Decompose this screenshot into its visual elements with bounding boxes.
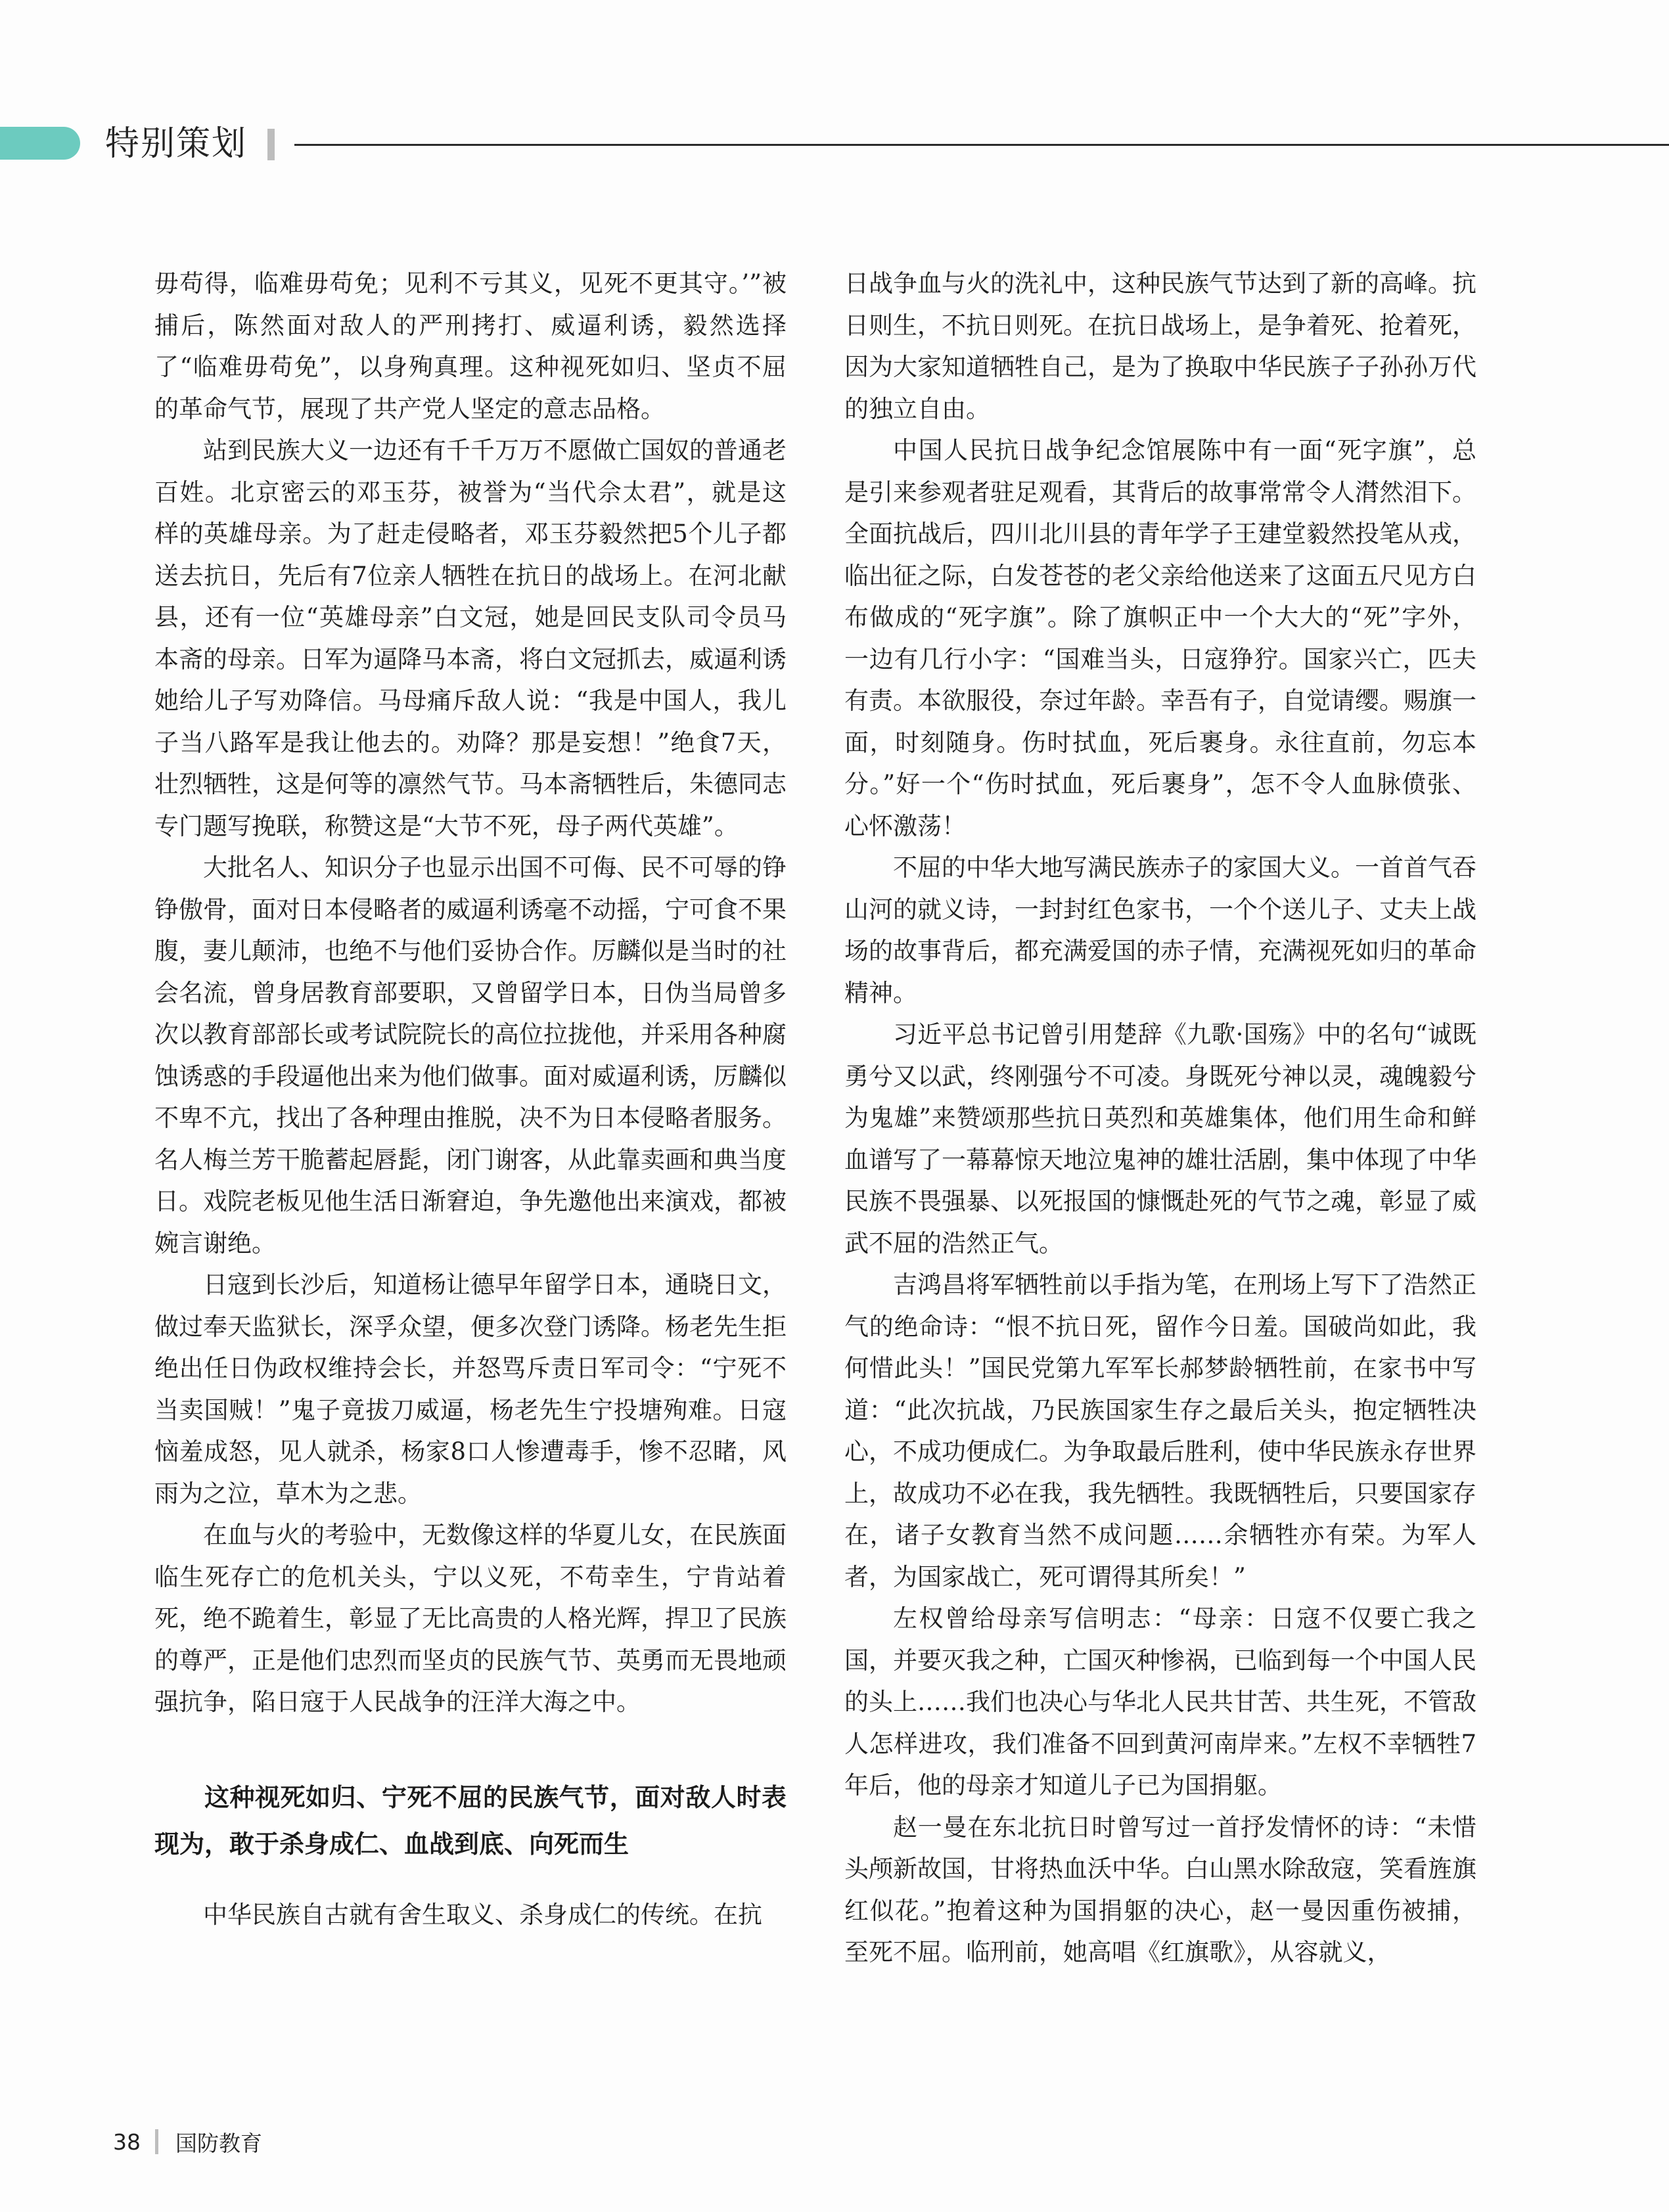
paragraph: 左权曾给母亲写信明志：“母亲：日寇不仅要亡我之国，并要灭我之种，亡国灭种惨祸，已临到每一个中国人民的头上……我们也决心与华北人民共甘苦、共生死，不管敌人怎样进攻，我们准备不回到黄河南岸来。”左权不幸牺牲7年后，他的母亲才知道儿子已为国捐躯。: [844, 1604, 1476, 1799]
paragraph: 习近平总书记曾引用楚辞《九歌·国殇》中的名句“诚既勇兮又以武，终刚强兮不可凌。身既死兮神以灵，魂魄毅兮为鬼雄”来赞颂那些抗日英烈和英雄集体，他们用生命和鲜血谱写了一幕幕惊天地泣鬼神的雄壮活剧，集中体现了中华民族不畏强暴、以死报国的慷慨赴死的气节之魂，彰显了威武不屈的浩然正气。: [844, 1020, 1476, 1257]
right-column: [844, 263, 1476, 1974]
left-column: [154, 263, 787, 1935]
paragraph: 大批名人、知识分子也显示出国不可侮、民不可辱的铮铮傲骨，面对日本侵略者的威逼利诱毫不动摇，宁可食不果腹，妻儿颠沛，也绝不与他们妥协合作。厉麟似是当时的社会名流，曾身居教育部要职，又曾留学日本，日伪当局曾多次以教育部部长或考试院院长的高位拉拢他，并采用各种腐蚀诱惑的手段逼他出来为他们做事。面对威逼利诱，厉麟似不卑不亢，找出了各种理由推脱，决不为日本侵略者服务。名人梅兰芳干脆蓄起唇髭，闭门谢客，从此靠卖画和典当度日。戏院老板见他生活日渐窘迫，争先邀他出来演戏，都被婉言谢绝。: [154, 853, 787, 1257]
paragraph: 中国人民抗日战争纪念馆展陈中有一面“死字旗”，总是引来参观者驻足观看，其背后的故事常常令人潸然泪下。全面抗战后，四川北川县的青年学子王建堂毅然投笔从戎，临出征之际，白发苍苍的老父亲给他送来了这面五尺见方白布做成的“死字旗”。除了旗帜正中一个大大的“死”字外，一边有几行小字：“国难当头，日寇狰狞。国家兴亡，匹夫有责。本欲服役，奈过年龄。幸吾有子，自觉请缨。赐旗一面，时刻随身。伤时拭血，死后裹身。永往直前，勿忘本分。”好一个“伤时拭血，死后裹身”，怎不令人血脉偾张、心怀激荡！: [844, 436, 1476, 840]
paragraph: 毋苟得，临难毋苟免；见利不亏其义，见死不更其守。’”被捕后，陈然面对敌人的严刑拷打、威逼利诱，毅然选择了“临难毋苟免”，以身殉真理。这种视死如归、坚贞不屈的革命气节，展现了共产党人坚定的意志品格。: [154, 269, 787, 423]
footer-divider-bar: [155, 2129, 158, 2154]
section-title: 特别策划: [105, 124, 248, 164]
paragraph: 不屈的中华大地写满民族赤子的家国大义。一首首气吞山河的就义诗，一封封红色家书，一个个送儿子、丈夫上战场的故事背后，都充满爱国的赤子情，充满视死如归的革命精神。: [844, 853, 1476, 1007]
header-rule-line: [294, 144, 1669, 146]
paragraph: 吉鸿昌将军牺牲前以手指为笔，在刑场上写下了浩然正气的绝命诗：“恨不抗日死，留作今日羞。国破尚如此，我何惜此头！”国民党第九军军长郝梦龄牺牲前，在家书中写道：“此次抗战，乃民族国家生存之最后关头，抱定牺牲决心，不成功便成仁。为争取最后胜利，使中华民族永存世界上，故成功不必在我，我先牺牲。我既牺牲后，只要国家存在，诸子女教育当然不成问题……余牺牲亦有荣。为军人者，为国家战亡，死可谓得其所矣！”: [844, 1271, 1476, 1591]
paragraph: 赵一曼在东北抗日时曾写过一首抒发情怀的诗：“未惜头颅新故国，甘将热血沃中华。白山黑水除敌寇，笑看旌旗红似花。”抱着这种为国捐躯的决心，赵一曼因重伤被捕，至死不屈。临刑前，她高唱《红旗歌》，从容就义，: [844, 1813, 1476, 1966]
paragraph: 在血与火的考验中，无数像这样的华夏儿女，在民族面临生死存亡的危机关头，宁以义死，不苟幸生，宁肯站着死，绝不跪着生，彰显了无比高贵的人格光辉，捍卫了民族的尊严，正是他们忠烈而坚贞的民族气节、英勇而无畏地顽强抗争，陷日寇于人民战争的汪洋大海之中。: [154, 1521, 787, 1716]
page-number: 38: [113, 2129, 141, 2155]
section-accent-pill: [0, 127, 80, 160]
header-divider-bar: [267, 129, 275, 160]
subheading-highlight: 这种视死如归、宁死不屈的民族气节，面对敌人时表现为，敢于杀身成仁、血战到底、向死而生: [154, 1782, 787, 1859]
page-footer: [113, 2125, 262, 2158]
paragraph: 中华民族自古就有舍生取义、杀身成仁的传统。在抗: [203, 1900, 762, 1929]
paragraph: 站到民族大义一边还有千千万万不愿做亡国奴的普通老百姓。北京密云的邓玉芬，被誉为“当代佘太君”，就是这样的英雄母亲。为了赶走侵略者，邓玉芬毅然把5个儿子都送去抗日，先后有7位亲人牺牲在抗日的战场上。在河北献县，还有一位“英雄母亲”白文冠，她是回民支队司令员马本斋的母亲。日军为逼降马本斋，将白文冠抓去，威逼利诱她给儿子写劝降信。马母痛斥敌人说：“我是中国人，我儿子当八路军是我让他去的。劝降？那是妄想！”绝食7天，壮烈牺牲，这是何等的凛然气节。马本斋牺牲后，朱德同志专门题写挽联，称赞这是“大节不死，母子两代英雄”。: [154, 436, 787, 840]
magazine-name: 国防教育: [175, 2130, 262, 2156]
paragraph: 日寇到长沙后，知道杨让德早年留学日本，通晓日文，做过奉天监狱长，深孚众望，便多次登门诱降。杨老先生拒绝出任日伪政权维持会长，并怒骂斥责日军司令：“宁死不当卖国贼！”鬼子竟拔刀威逼，杨老先生宁投塘殉难。日寇恼羞成怒，见人就杀，杨家8口人惨遭毒手，惨不忍睹，风雨为之泣，草木为之悲。: [154, 1271, 787, 1508]
paragraph: 日战争血与火的洗礼中，这种民族气节达到了新的高峰。抗日则生，不抗日则死。在抗日战场上，是争着死、抢着死，因为大家知道牺牲自己，是为了换取中华民族子子孙孙万代的独立自由。: [844, 269, 1476, 423]
